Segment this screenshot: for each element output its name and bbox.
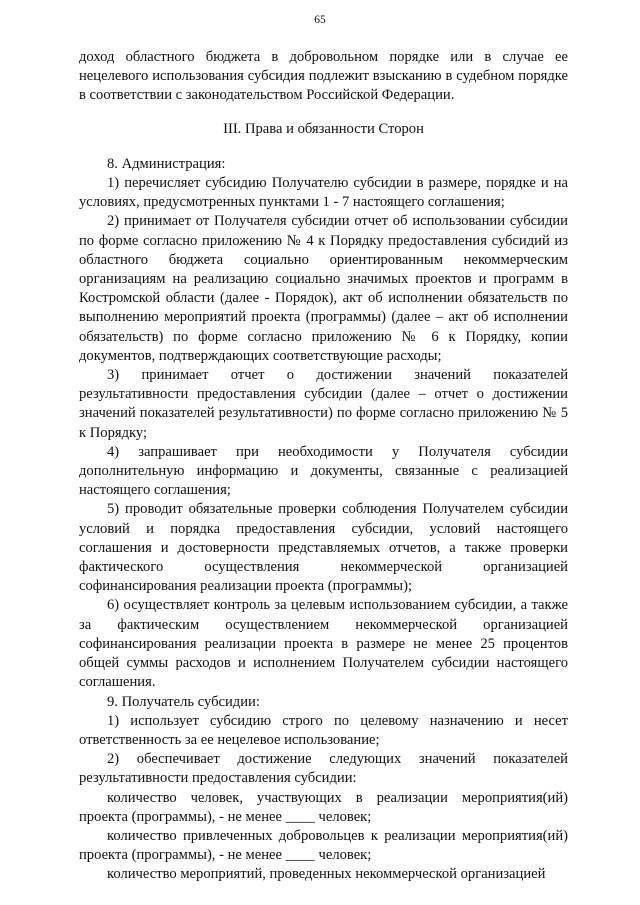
clause-8-item-5: 5) проводит обязательные проверки соблюдения Получателем субсидии условий и порядка предоставления субсидии, условий настоящего соглашения и достоверности представляемых отчетов, а также проверки фактического осуществления некоммерческой организацией софинансирования реализации проекта (программы); — [79, 501, 568, 595]
section-title: III. Права и обязанности Сторон — [223, 120, 424, 137]
clause-8-heading: 8. Администрация: — [107, 155, 226, 172]
indicator-events: количество мероприятий, проведенных некоммерческой организацией — [107, 866, 546, 883]
clause-9-heading: 9. Получатель субсидии: — [107, 693, 260, 710]
clause-8-item-2: 2) принимает от Получателя субсидии отчет об использовании субсидии по форме согласно приложению № 4 к Порядку предоставления субсидий из областного бюджета социально ориентированным некоммерческим организациям на реализацию социально значимых проектов и программ в Костромской области (далее - Порядок), акт об исполнении обязательств по выполнению мероприятий проекта (программы) (далее – акт об исполнении обязательств) по форме согласно приложению № 6 к Порядку, копии документов, подтверждающих соответствующие расходы; — [79, 213, 568, 364]
clause-8-item-1: 1) перечисляет субсидию Получателю субсидии в размере, порядке и на условиях, предусмотренных пунктами 1 - 7 настоящего соглашения; — [79, 175, 568, 211]
indicator-participants: количество человек, участвующих в реализации мероприятия(ий) проекта (программы), - не менее ____ человек; — [79, 789, 568, 825]
clause-8-item-3: 3) принимает отчет о достижении значений показателей результативности предоставления субсидии (далее – отчет о достижении значений показателей результативности) по форме согласно приложению № 5 к Порядку; — [79, 367, 568, 441]
clause-9-item-1: 1) использует субсидию строго по целевому назначению и несет ответственность за ее нецелевое использование; — [79, 712, 568, 748]
clause-9-item-2: 2) обеспечивает достижение следующих значений показателей результативности предоставления субсидии: — [79, 751, 568, 787]
page-number: 65 — [314, 14, 326, 26]
indicator-volunteers: количество привлеченных добровольцев к реализации мероприятия(ий) проекта (программы), - не менее ____ человек; — [79, 827, 568, 864]
clause-8-item-4: 4) запрашивает при необходимости у Получателя субсидии дополнительную информацию и документы, связанные с реализацией настоящего соглашения; — [79, 443, 568, 499]
document-body — [79, 48, 568, 885]
intro-paragraph: доход областного бюджета в добровольном порядке или в случае ее нецелевого использования субсидия подлежит взысканию в судебном порядке в соответствии с законодательством Российской Федерации. — [79, 49, 568, 104]
clause-8-item-6: 6) осуществляет контроль за целевым использованием субсидии, а также за фактическим осуществлением некоммерческой организацией софинансирования реализации проекта в размере не менее 25 процентов общей суммы расходов и исполнением Получателем субсидии настоящего соглашения. — [79, 597, 568, 691]
